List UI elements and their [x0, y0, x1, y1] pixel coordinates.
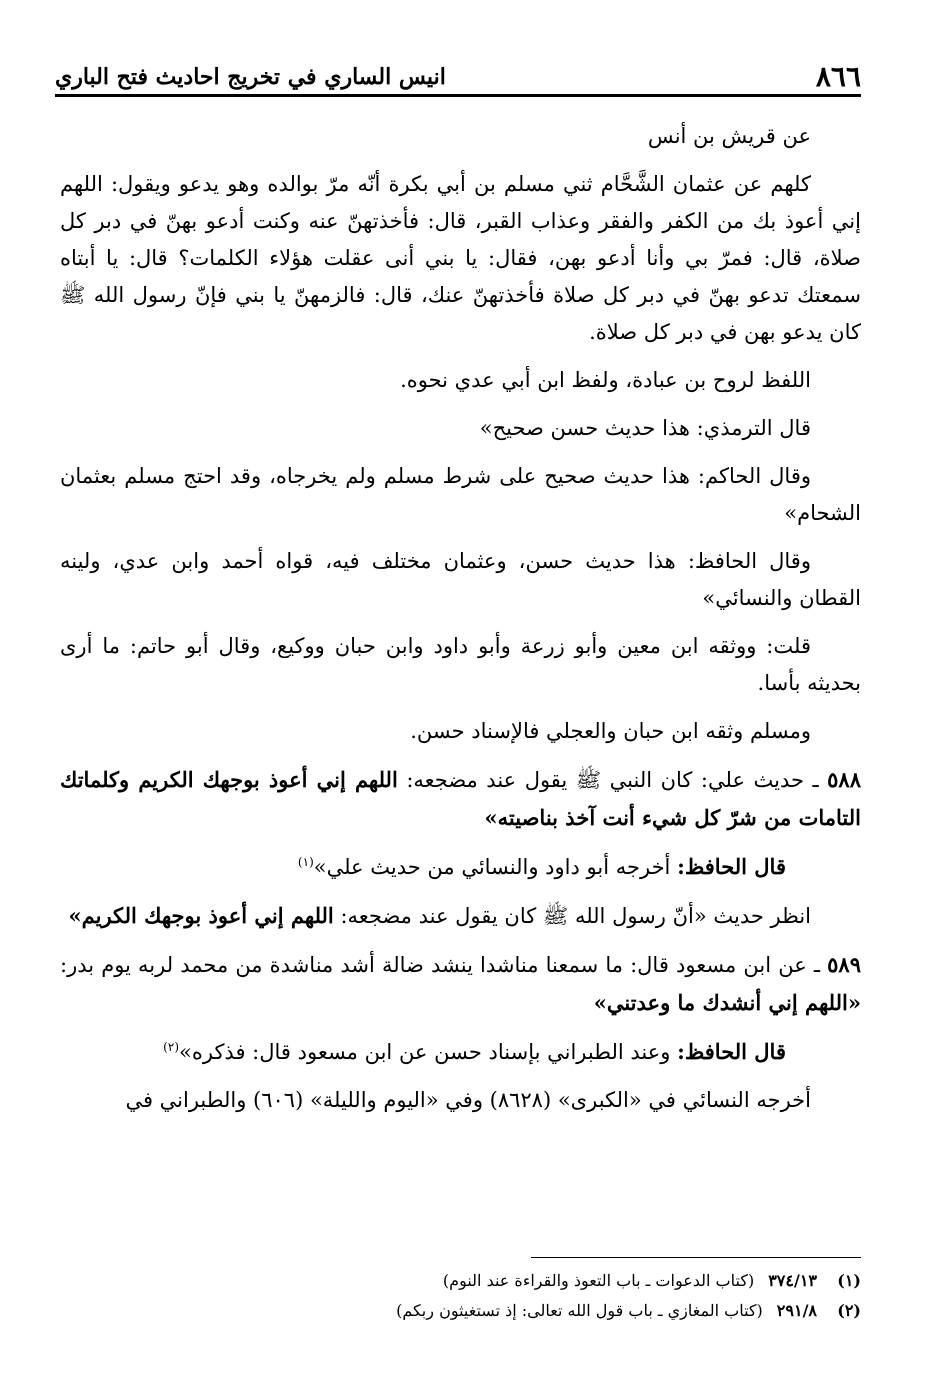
hafiz-label: قال الحافظ:	[677, 854, 786, 879]
item-number: ٥٨٨	[827, 767, 861, 792]
hafiz-note	[60, 1033, 861, 1071]
hafiz-text: وعند الطبراني بإسناد حسن عن ابن مسعود قال: فذكره»	[179, 1040, 671, 1064]
item-number: ٥٨٩	[827, 952, 861, 977]
footnote	[60, 1296, 861, 1326]
footnote	[60, 1266, 861, 1296]
see-text: انظر حديث «أنّ رسول الله ﷺ كان يقول عند مضجعه:	[340, 904, 811, 928]
page-body	[60, 118, 861, 1130]
footnote-marker: (١)	[297, 855, 314, 869]
paragraph: قلت: ووثقه ابن معين وأبو زرعة وأبو داود وابن حبان ووكيع، وقال أبو حاتم: ما أرى بحديثه بأسا.	[60, 634, 861, 695]
footnote-text: (كتاب الدعوات ـ باب التعوذ والقراءة عند النوم)	[442, 1271, 755, 1290]
hafiz-text: أخرجه أبو داود والنسائي من حديث علي»	[313, 855, 671, 879]
paragraph: قال الترمذي: هذا حديث حسن صحيح»	[479, 416, 811, 440]
paragraph: كلهم عن عثمان الشَّحَّام ثني مسلم بن أبي بكرة أنّه مرّ بوالده وهو يدعو ويقول: اللهم إني أعوذ بك من الكفر والفقر وعذاب القبر، قال: فأخذتهنّ عنه وكنت أدعو بهنّ في دبر كل صلاة، قال: فمرّ بي وأنا أدعو بهن، فقال: يا بني أنى عقلت هؤلاء الكلمات؟ قال: يا أبتاه سمعتك تدعو بهنّ في دبر كل صلاة فأخذتهنّ عنك، قال: فالزمهنّ يا بني فإنّ رسول الله ﷺ كان يدعو بهن في دبر كل صلاة.	[60, 172, 861, 344]
paragraph: وقال الحاكم: هذا حديث صحيح على شرط مسلم ولم يخرجاه، وقد احتج مسلم بعثمان الشحام»	[60, 464, 861, 525]
hadith-item-588	[60, 761, 861, 837]
see-quote: اللهم إني أعوذ بوجهك الكريم»	[68, 903, 334, 928]
footnote-mark: (٢)	[837, 1301, 861, 1320]
item-quote: اللهم إني أعوذ بوجهك الكريم وكلماتك التامات من شرّ كل شيء أنت آخذ بناصيته»	[60, 767, 861, 830]
footnote-ref: ٢٩١/٨	[776, 1301, 817, 1320]
hafiz-note	[60, 848, 861, 886]
item-lead: ـ عن ابن مسعود قال: ما سمعنا مناشدا ينشد ضالة أشد مناشدة من محمد لربه يوم بدر:	[60, 953, 821, 977]
footnote-divider	[531, 1257, 861, 1258]
paragraph: عن قريش بن أنس	[647, 124, 811, 148]
paragraph: ومسلم وثقه ابن حبان والعجلي فالإسناد حسن.	[410, 719, 811, 743]
hadith-item-589	[60, 946, 861, 1022]
running-title: انيس الساري في تخريج احاديث فتح الباري	[55, 64, 446, 90]
footnotes	[60, 1266, 861, 1326]
footnote-text: (كتاب المغازي ـ باب قول الله تعالى: إذ تستغيثون ربكم)	[396, 1301, 763, 1320]
item-lead: ـ حديث علي: كان النبي ﷺ يقول عند مضجعه:	[406, 768, 819, 792]
see-also-paragraph	[60, 897, 861, 935]
page-header	[55, 56, 861, 97]
hafiz-label: قال الحافظ:	[677, 1039, 786, 1064]
paragraph: وقال الحافظ: هذا حديث حسن، وعثمان مختلف فيه، قواه أحمد وابن عدي، ولينه القطان والنسائي»	[60, 549, 861, 610]
paragraph: أخرجه النسائي في «الكبرى» (٨٦٢٨) وفي «اليوم والليلة» (٦٠٦) والطبراني في	[125, 1088, 811, 1112]
footnote-marker: (٢)	[163, 1040, 179, 1054]
footnote-mark: (١)	[837, 1271, 861, 1290]
paragraph: اللفظ لروح بن عبادة، ولفظ ابن أبي عدي نحوه.	[400, 368, 811, 392]
page-number: ٨٦٦	[815, 60, 861, 93]
footnote-ref: ٣٧٤/١٣	[768, 1271, 817, 1290]
item-quote: «اللهم إني أنشدك ما وعدتني»	[593, 990, 861, 1015]
